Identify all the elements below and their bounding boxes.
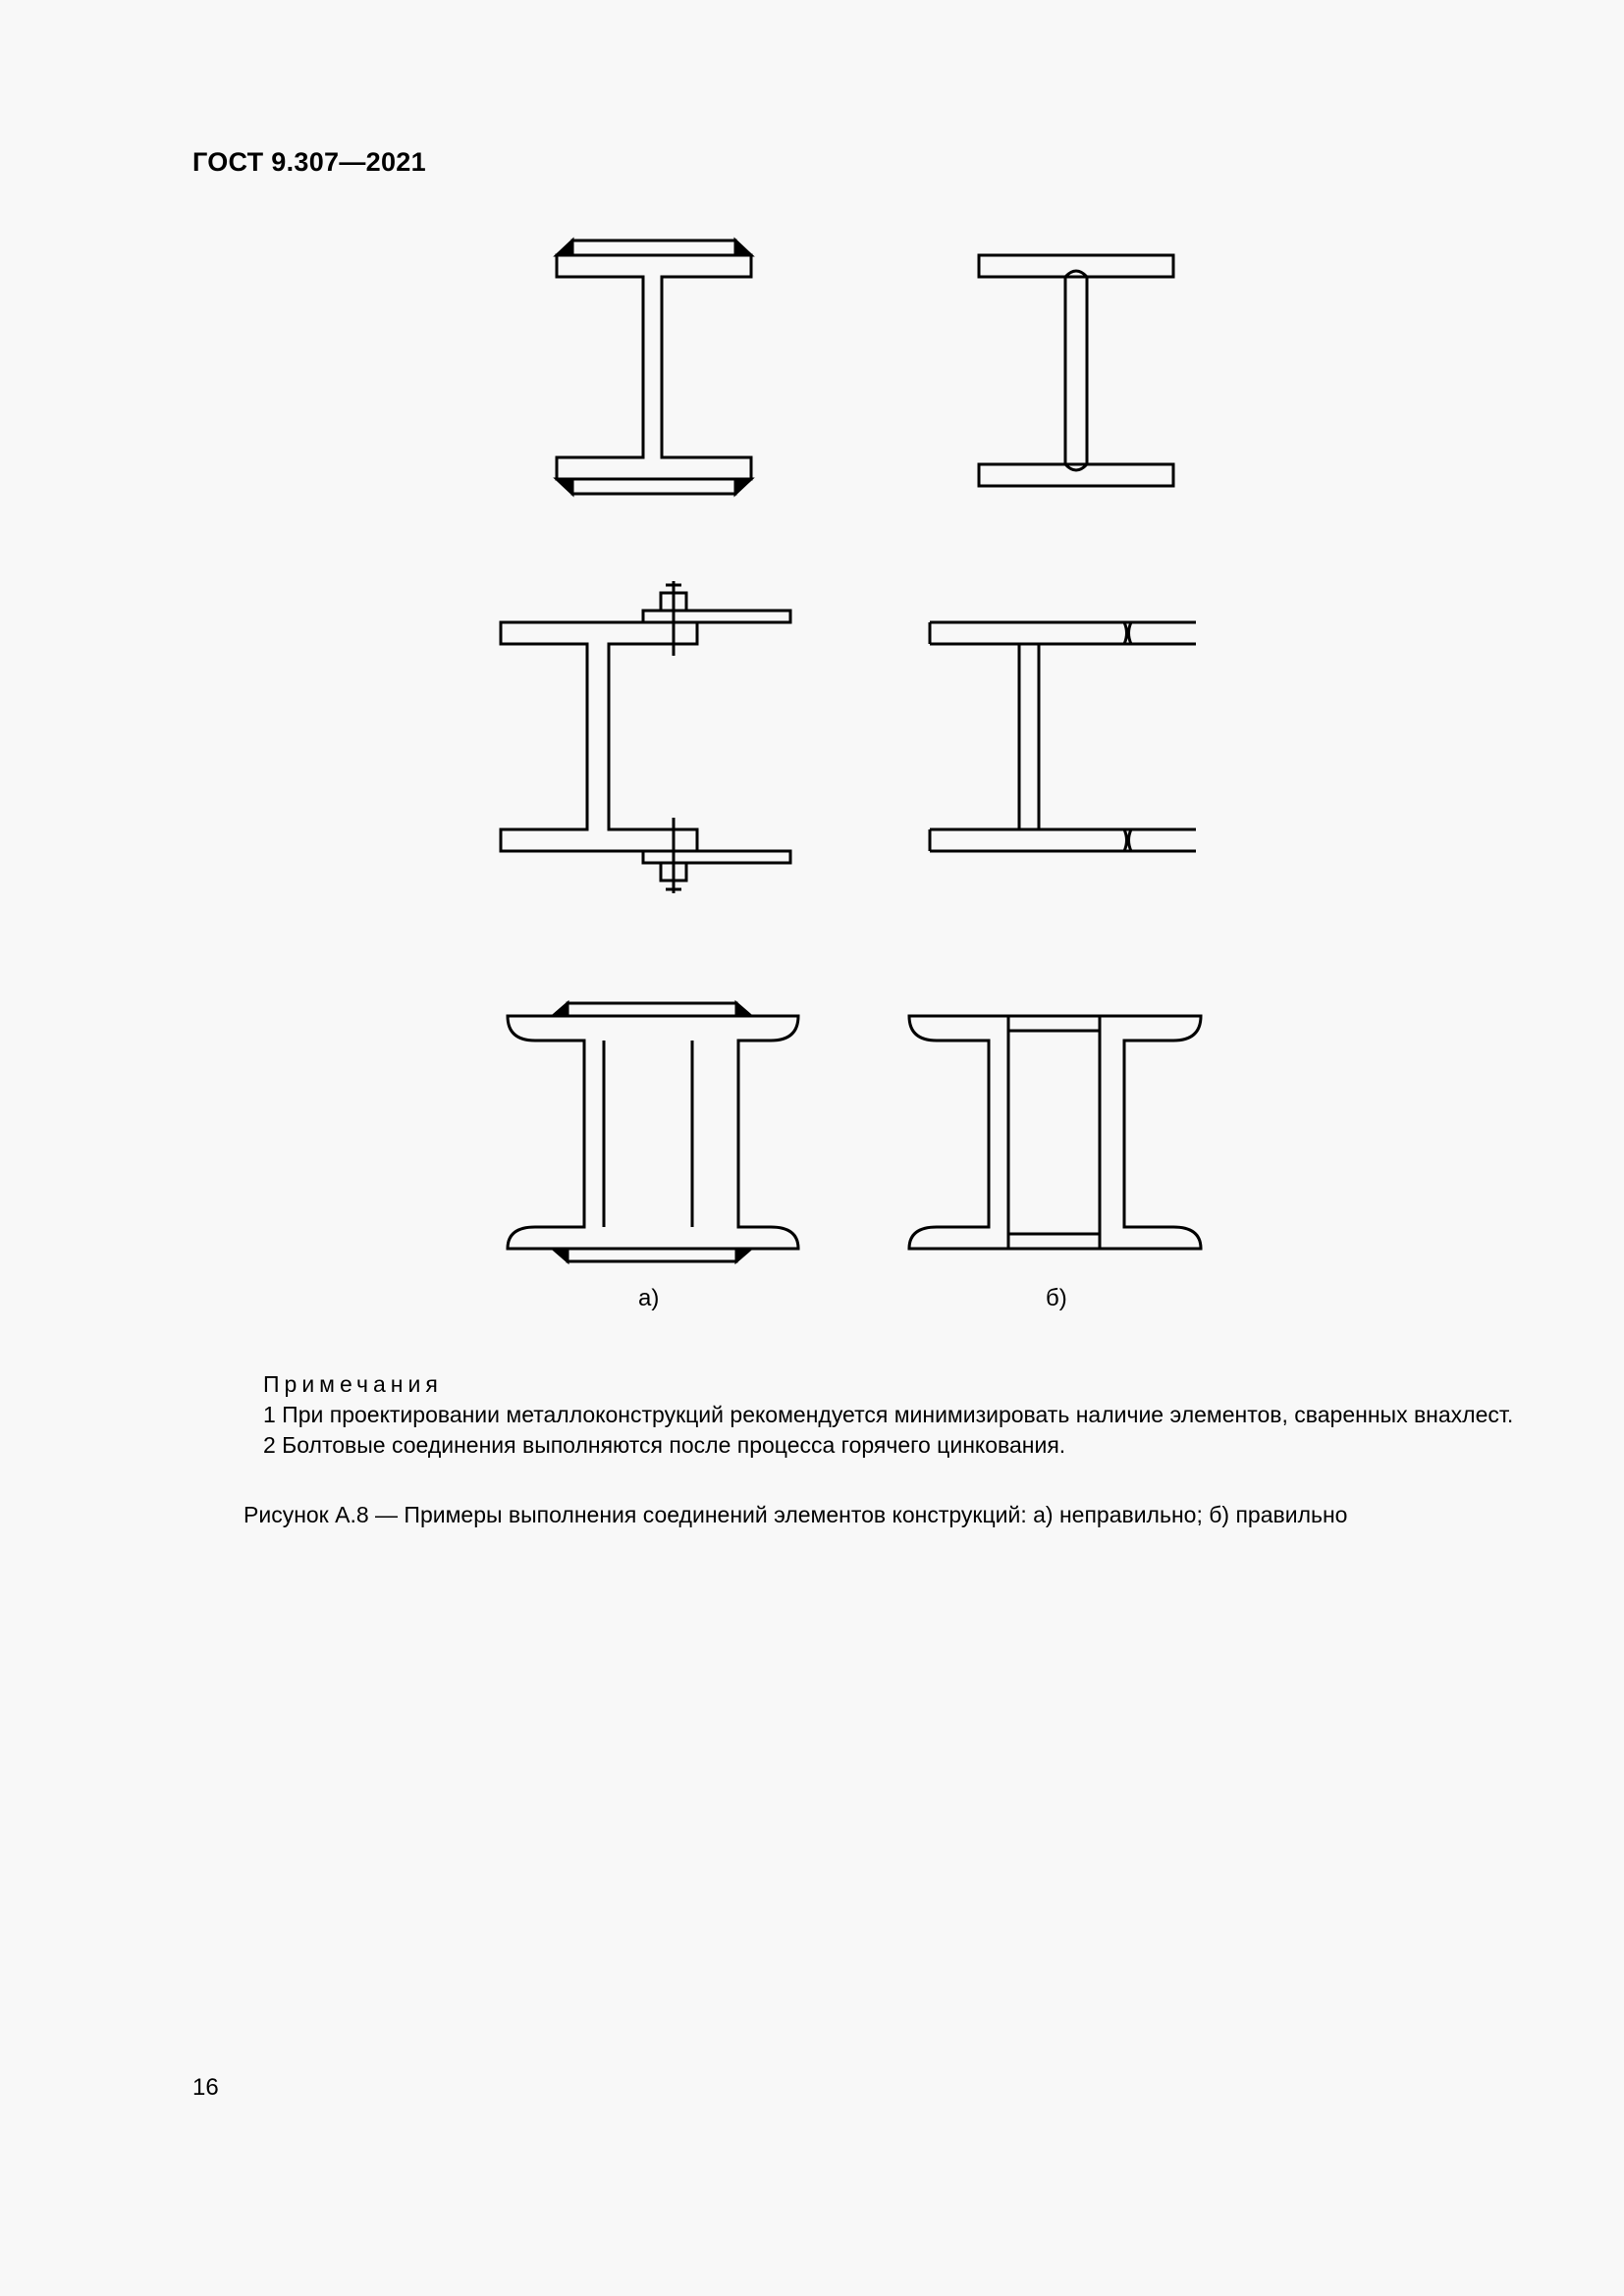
drawing-row2-correct-butt-weld	[930, 622, 1196, 851]
note-item: 1 При проектировании металлоконструкций рекомендуется минимизировать наличие элементов, сваренных внахлест.	[263, 1402, 1514, 1427]
label-correct: б)	[1046, 1285, 1067, 1311]
drawing-row2-incorrect-bolted-lap	[501, 581, 790, 893]
note-item: 2 Болтовые соединения выполняются после процесса горячего цинкования.	[263, 1432, 1066, 1458]
figure-caption: Рисунок А.8 — Примеры выполнения соединений элементов конструкций: а) неправильно; б) правильно	[244, 1502, 1348, 1527]
label-incorrect: а)	[638, 1285, 660, 1311]
page-number: 16	[192, 2074, 219, 2101]
drawing-row1-incorrect-lap-plates	[557, 240, 751, 494]
drawing-row3-correct-inner-plates	[909, 1016, 1201, 1249]
notes-title: Примечания	[263, 1371, 443, 1397]
notes-block	[192, 1369, 1518, 1461]
document-header: ГОСТ 9.307—2021	[192, 147, 426, 177]
drawing-row3-incorrect-cover-plates	[508, 1003, 798, 1261]
drawing-row1-correct-welded-web	[979, 255, 1173, 486]
